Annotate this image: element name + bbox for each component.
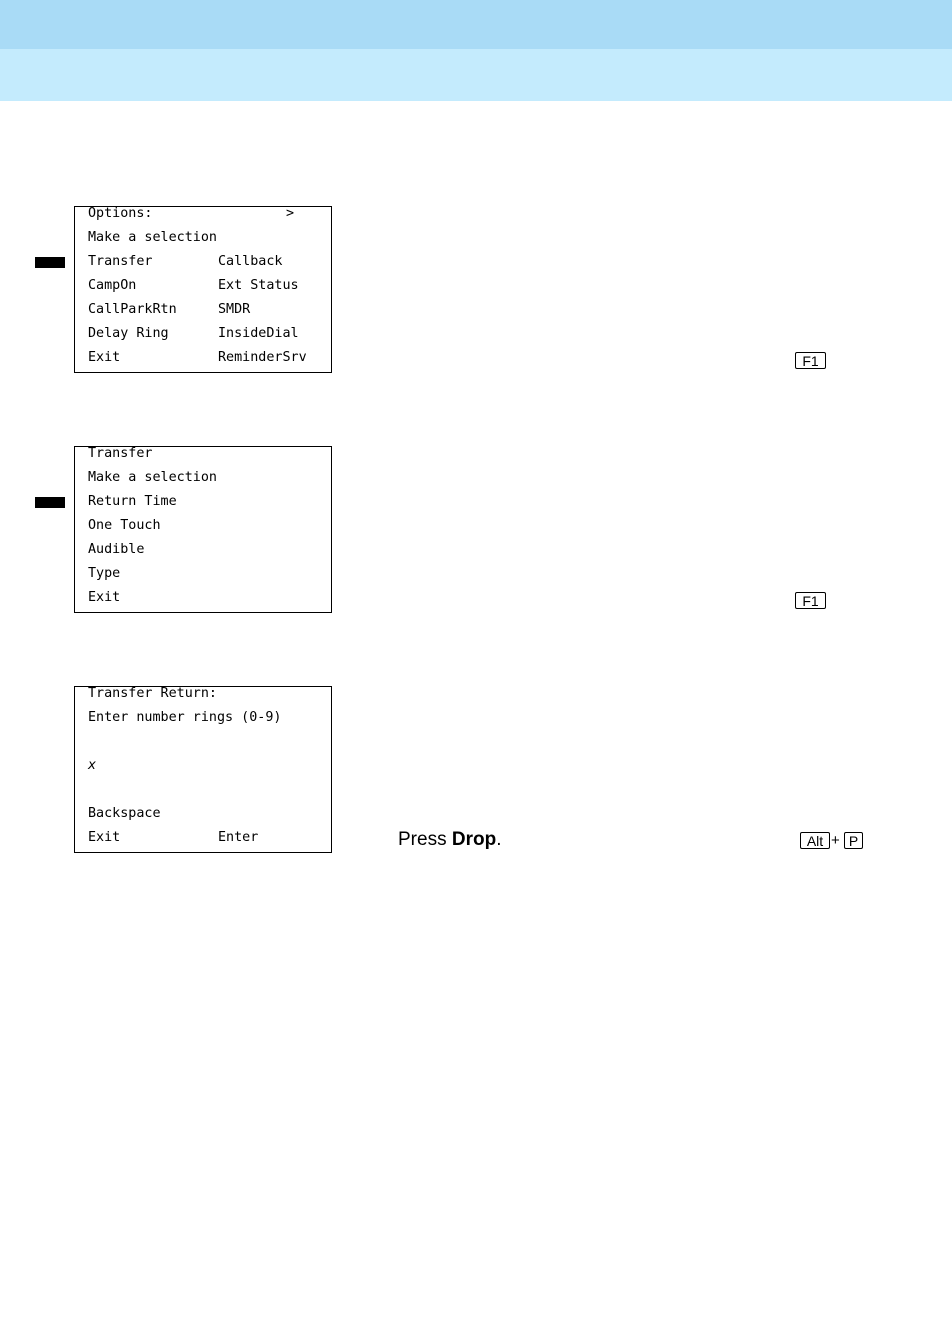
exit-option[interactable]: Exit <box>88 830 121 845</box>
menu-item-callback[interactable]: Callback <box>218 254 283 269</box>
menu-item-transfer[interactable]: Transfer <box>88 254 153 269</box>
period: . <box>496 829 502 850</box>
plus-sign: + <box>831 832 840 849</box>
subheader-band <box>0 49 952 101</box>
header-band <box>0 0 952 49</box>
f1-key: F1 <box>795 352 826 369</box>
menu-item-return-time[interactable]: Return Time <box>88 494 177 509</box>
screen-title: Transfer <box>88 446 153 461</box>
backspace-option[interactable]: Backspace <box>88 806 161 821</box>
selection-marker <box>35 257 65 268</box>
menu-item-callparkrtn[interactable]: CallParkRtn <box>88 302 177 317</box>
f1-key: F1 <box>795 592 826 609</box>
transfer-return-screen <box>74 686 332 853</box>
enter-option[interactable]: Enter <box>218 830 259 845</box>
screen-title: Transfer Return: <box>88 686 217 701</box>
menu-item-exit[interactable]: Exit <box>88 350 121 365</box>
more-indicator: > <box>286 206 295 221</box>
options-screen <box>74 206 332 373</box>
drop-label: Drop <box>451 829 497 850</box>
screen-prompt: Enter number rings (0-9) <box>88 710 282 725</box>
drop-instruction <box>398 829 501 851</box>
menu-item-audible[interactable]: Audible <box>88 542 145 557</box>
alt-key: Alt <box>800 832 830 849</box>
press-text: Press <box>398 829 447 850</box>
menu-item-ext-status[interactable]: Ext Status <box>218 278 299 293</box>
screen-line: Make a selection <box>88 230 217 245</box>
menu-item-remindersrv[interactable]: ReminderSrv <box>218 350 307 365</box>
menu-item-campon[interactable]: CampOn <box>88 278 137 293</box>
menu-item-smdr[interactable]: SMDR <box>218 302 251 317</box>
menu-item-delay-ring[interactable]: Delay Ring <box>88 326 169 341</box>
selection-marker <box>35 497 65 508</box>
rings-input[interactable]: x <box>88 758 97 773</box>
menu-item-type[interactable]: Type <box>88 566 121 581</box>
menu-item-exit[interactable]: Exit <box>88 590 121 605</box>
transfer-screen <box>74 446 332 613</box>
screen-line: Make a selection <box>88 470 217 485</box>
screen-line: Options: <box>88 206 153 221</box>
menu-item-one-touch[interactable]: One Touch <box>88 518 161 533</box>
p-key: P <box>844 832 863 849</box>
menu-item-insidedial[interactable]: InsideDial <box>218 326 299 341</box>
